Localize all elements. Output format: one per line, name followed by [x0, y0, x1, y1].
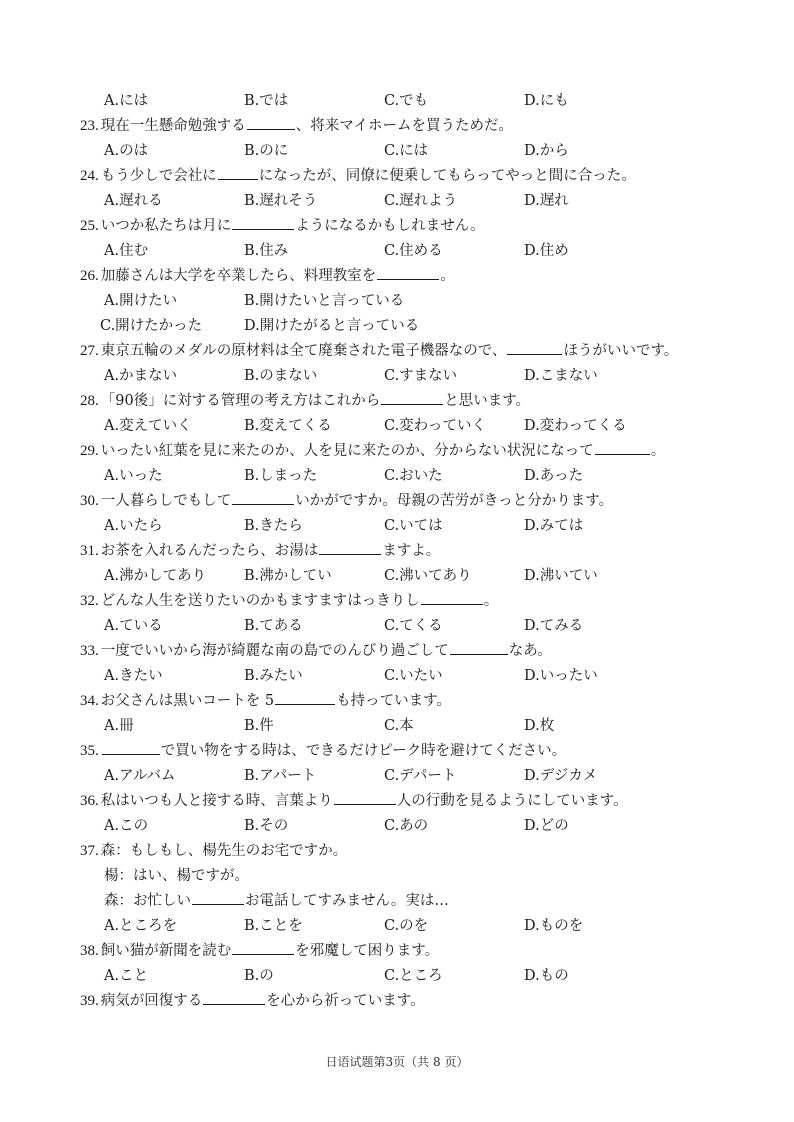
question-36: [80, 789, 740, 814]
question-38: [80, 939, 740, 964]
question-number: 36.: [80, 793, 99, 809]
option-b: B.沸かしてい: [244, 568, 332, 584]
option-c: C.住める: [384, 243, 443, 259]
answer-blank: [232, 939, 294, 955]
question-33: [80, 639, 740, 664]
option-c: C.すまない: [384, 368, 458, 384]
option-d: D.もの: [524, 968, 569, 984]
option-a: A.冊: [104, 718, 134, 734]
question-34: [80, 689, 740, 714]
question-number: 27.: [80, 343, 99, 359]
option-c: C.あの: [384, 818, 429, 834]
question-number: 28.: [80, 393, 99, 409]
question-37: [80, 839, 740, 864]
question-23: [80, 114, 740, 139]
question-text-before: 一人暮らしでもして: [100, 493, 232, 509]
question-35: [80, 739, 740, 764]
option-a: A.沸かしてあり: [104, 568, 207, 584]
question-number: 33.: [80, 643, 99, 659]
option-b: B.きたら: [244, 518, 303, 534]
dialogue-line-2: 楊：はい、楊ですが。: [104, 868, 249, 884]
option-c: C.いたい: [384, 668, 443, 684]
option-a: A.開けたい: [104, 293, 178, 309]
question-text-after: 。: [440, 268, 455, 284]
option-c: C.いては: [384, 518, 443, 534]
option-c: C.開けたかった: [100, 318, 203, 334]
option-b: B.しまった: [244, 468, 318, 484]
q35-options: [80, 764, 740, 789]
option-a: A.ところを: [104, 918, 178, 934]
question-number: 25.: [80, 218, 99, 234]
option-b: B.遅れそう: [244, 193, 318, 209]
option-a: A.のは: [104, 143, 149, 159]
option-b: B.のに: [244, 143, 289, 159]
option-d: D.あった: [524, 468, 584, 484]
q27-options: [80, 364, 740, 389]
question-text-after: 。: [483, 593, 499, 609]
question-31: [80, 539, 740, 564]
answer-blank: [377, 264, 439, 280]
answer-blank: [507, 339, 562, 355]
option-c: C.てくる: [384, 618, 443, 634]
option-d: D.住め: [524, 243, 569, 259]
answer-blank: [334, 789, 396, 805]
q30-options: [80, 514, 740, 539]
question-25: [80, 214, 740, 239]
option-c: C.変わっていく: [384, 418, 487, 434]
question-text-before: お父さんは黒いコートを 5: [100, 693, 275, 709]
option-a: A.この: [104, 818, 149, 834]
question-text-before: 東京五輪のメダルの原材料は全て廃棄された電子機器なので、: [100, 343, 507, 359]
question-number: 34.: [80, 693, 99, 709]
answer-blank: [218, 164, 258, 180]
question-text-after: ようになるかもしれません。: [295, 218, 485, 234]
q26-options-row2: [80, 314, 740, 339]
option-b: B.のまない: [244, 368, 318, 384]
question-text-after: なあ。: [508, 643, 552, 659]
option-d: D.ものを: [524, 918, 584, 934]
answer-blank: [203, 989, 265, 1005]
option-d: D.てみる: [524, 618, 584, 634]
option-b: B.アパート: [244, 768, 317, 784]
question-number: 39.: [80, 993, 99, 1009]
question-text-after: いかがですか。母親の苦労がきっと分かります。: [295, 493, 614, 509]
answer-blank: [232, 214, 294, 230]
question-text-after: と思います。: [444, 393, 531, 409]
option-c: C.のを: [384, 918, 429, 934]
question-text-before: いったい紅葉を見に来たのか、人を見に来たのか、分からない状況になって: [100, 443, 594, 459]
question-27: [80, 339, 740, 364]
question-text-after: になったが、同僚に便乗してもらってやっと間に合った。: [258, 168, 636, 184]
q32-options: [80, 614, 740, 639]
page-footer: 日语试题第3页（共 8 页）: [325, 1055, 469, 1069]
question-text-before: 「90後」に対する管理の考え方はこれから: [100, 393, 381, 409]
option-a: A.いった: [104, 468, 163, 484]
answer-blank: [102, 739, 160, 755]
option-a: A.いたら: [104, 518, 163, 534]
question-text-after: 、将来マイホームを買うためだ。: [295, 118, 513, 134]
option-b: B.てある: [244, 618, 303, 634]
option-a: A.ている: [104, 618, 163, 634]
question-text-after: も持っています。: [336, 693, 451, 709]
question-text-after: で買い物をする時は、できるだけピーク時を避けてください。: [160, 743, 567, 759]
question-29: [80, 439, 740, 464]
q22-options: [80, 89, 740, 114]
dialogue-line-3: [80, 889, 740, 914]
option-d: D.みては: [524, 518, 584, 534]
question-number: 32.: [80, 593, 99, 609]
option-c: C.おいた: [384, 468, 443, 484]
option-b: B.みたい: [244, 668, 303, 684]
question-text-before: どんな人生を送りたいのかもますますはっきりし: [100, 593, 420, 609]
option-d: D.変わってくる: [524, 418, 627, 434]
option-b: B.件: [244, 718, 274, 734]
question-number: 37.: [80, 843, 99, 859]
question-text-before: 私はいつも人と接する時、言葉より: [100, 793, 333, 809]
question-text-after: を心から祈っています。: [266, 993, 425, 1009]
answer-blank: [275, 689, 335, 705]
question-text-after: ほうがいいです。: [563, 343, 679, 359]
question-39: [80, 989, 740, 1014]
question-text-before: 現在一生懸命勉強する: [100, 118, 246, 134]
option-d: D.どの: [524, 818, 569, 834]
question-text-after: を邪魔して困ります。: [295, 943, 440, 959]
option-a: A.かまない: [104, 368, 178, 384]
answer-blank: [381, 389, 443, 405]
q38-options: [80, 964, 740, 989]
question-number: 38.: [80, 943, 99, 959]
question-text-before: 病気が回復する: [100, 993, 203, 1009]
option-a: A.アルバム: [104, 768, 176, 784]
option-c: C.デパート: [384, 768, 457, 784]
question-number: 23.: [80, 118, 99, 134]
question-text-before: いつか私たちは月に: [100, 218, 232, 234]
option-c: C.遅れよう: [384, 193, 458, 209]
option-a: A.には: [104, 93, 149, 109]
question-text-before: 森：お忙しい: [104, 893, 191, 909]
answer-blank: [232, 489, 294, 505]
question-number: 26.: [80, 268, 99, 284]
answer-blank: [319, 539, 381, 555]
question-text-before: もう少しで会社に: [100, 168, 217, 184]
q23-options: [80, 139, 740, 164]
question-list: [80, 89, 740, 1014]
option-b: B.変えてくる: [244, 418, 332, 434]
question-number: 30.: [80, 493, 99, 509]
q24-options: [80, 189, 740, 214]
q28-options: [80, 414, 740, 439]
option-d: D.枚: [524, 718, 555, 734]
option-d: D.から: [524, 143, 569, 159]
answer-blank: [450, 639, 508, 655]
answer-blank: [247, 114, 295, 130]
option-d: D.遅れ: [524, 193, 569, 209]
question-28: [80, 389, 740, 414]
option-a: A.変えていく: [104, 418, 192, 434]
option-d: D.デジカメ: [524, 768, 598, 784]
question-text-before: 飼い猫が新聞を読む: [100, 943, 232, 959]
answer-blank: [595, 439, 650, 455]
option-b: B.ことを: [244, 918, 303, 934]
option-c: C.ところ: [384, 968, 443, 984]
question-30: [80, 489, 740, 514]
option-c: C.でも: [384, 93, 429, 109]
option-c: C.沸いてあり: [384, 568, 472, 584]
question-24: [80, 164, 740, 189]
question-text-before: お茶を入れるんだったら、お湯は: [100, 543, 319, 559]
option-d: D.にも: [524, 93, 569, 109]
option-b: B.住み: [244, 243, 289, 259]
option-d: D.こまない: [524, 368, 598, 384]
q25-options: [80, 239, 740, 264]
option-d: D.沸いてい: [524, 568, 598, 584]
question-text-after: 。: [650, 443, 666, 459]
dialogue-line-1: 森：もしもし、楊先生のお宅ですか。: [100, 843, 348, 859]
option-d: D.開けたがると言っている: [244, 318, 420, 334]
q34-options: [80, 714, 740, 739]
q31-options: [80, 564, 740, 589]
option-d: D.いったい: [524, 668, 598, 684]
option-a: A.きたい: [104, 668, 163, 684]
question-text-before: 加藤さんは大学を卒業したら、料理教室を: [100, 268, 377, 284]
question-text-after: 人の行動を見るようにしています。: [396, 793, 628, 809]
question-number: 29.: [80, 443, 99, 459]
question-text-after: お電話してすみません。実は…: [245, 893, 449, 909]
option-b: B.その: [244, 818, 289, 834]
answer-blank: [192, 889, 244, 905]
question-text-after: ますよ。: [382, 543, 441, 559]
answer-blank: [421, 589, 483, 605]
option-c: C.には: [384, 143, 429, 159]
question-number: 35.: [80, 743, 99, 759]
option-b: B.の: [244, 968, 274, 984]
q37-options: [80, 914, 740, 939]
option-a: A.遅れる: [104, 193, 163, 209]
q33-options: [80, 664, 740, 689]
option-a: A.こと: [104, 968, 149, 984]
question-number: 24.: [80, 168, 99, 184]
q29-options: [80, 464, 740, 489]
question-number: 31.: [80, 543, 99, 559]
q26-options-row1: [80, 289, 740, 314]
option-c: C.本: [384, 718, 414, 734]
question-26: [80, 264, 740, 289]
question-32: [80, 589, 740, 614]
question-text-before: 一度でいいから海が綺麗な南の島でのんびり過ごして: [100, 643, 449, 659]
option-b: B.開けたいと言っている: [244, 293, 405, 309]
option-a: A.住む: [104, 243, 149, 259]
option-b: B.では: [244, 93, 289, 109]
q36-options: [80, 814, 740, 839]
